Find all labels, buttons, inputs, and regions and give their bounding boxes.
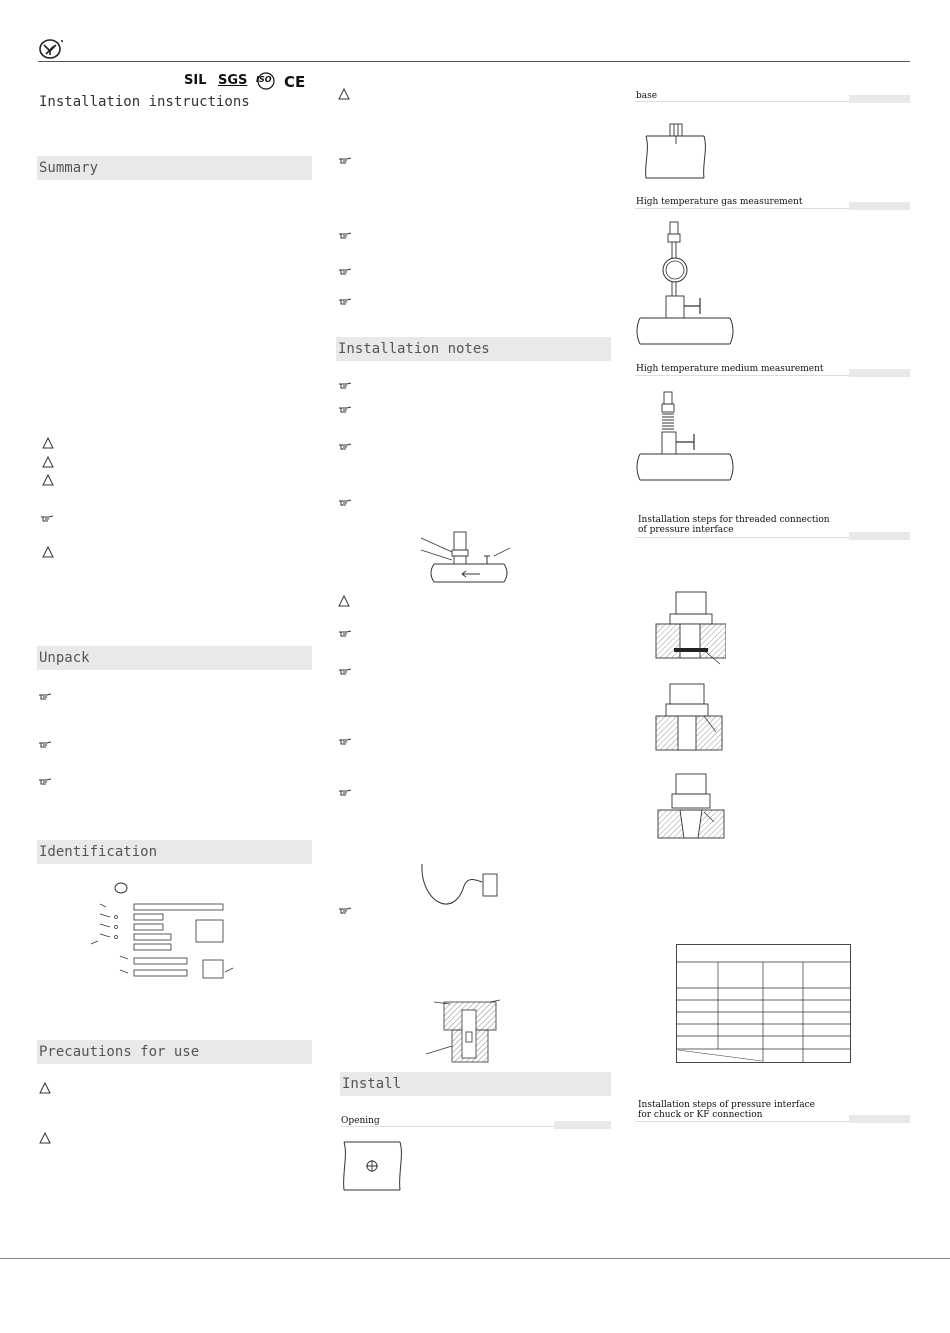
torque-spec-table — [676, 944, 852, 1066]
thread-step-1-diagram — [654, 590, 726, 670]
subhead-base-bar — [849, 95, 910, 103]
subhead-threaded-bar — [849, 532, 910, 540]
section-install: Install — [340, 1072, 611, 1096]
pointing-hand-icon — [338, 230, 352, 240]
warning-triangle-icon — [42, 456, 54, 468]
pointing-hand-icon — [40, 513, 54, 523]
subhead-medium-rule — [635, 375, 850, 376]
pointing-hand-icon — [338, 404, 352, 414]
pointing-hand-icon — [338, 628, 352, 638]
section-identification: Identification — [37, 840, 312, 864]
cable-drip-loop-diagram — [418, 862, 502, 914]
warning-triangle-icon — [42, 546, 54, 558]
pointing-hand-icon — [338, 441, 352, 451]
warning-triangle-icon — [338, 88, 350, 100]
section-unpack: Unpack — [37, 646, 312, 670]
subhead-gas-rule — [635, 208, 850, 209]
subhead-base: base — [636, 91, 658, 101]
subhead-threaded-1: Installation steps for threaded connection — [638, 515, 830, 525]
sgs-mark: SGS — [218, 73, 248, 88]
section-precautions: Precautions for use — [37, 1040, 312, 1064]
subhead-opening: Opening — [341, 1116, 380, 1126]
subhead-chuck-1: Installation steps of pressure interface — [638, 1100, 815, 1110]
subhead-opening-rule — [340, 1126, 555, 1127]
pipe-mounting-diagram — [418, 530, 518, 586]
pointing-hand-icon — [338, 736, 352, 746]
ce-mark: CE — [284, 73, 306, 91]
subhead-threaded-2: of pressure interface — [638, 525, 734, 535]
subhead-threaded-rule — [635, 537, 850, 538]
doc-title: Installation instructions — [39, 94, 250, 110]
pointing-hand-icon — [338, 787, 352, 797]
warning-triangle-icon — [338, 595, 350, 607]
base-welding-diagram — [642, 122, 710, 182]
iso-mark: ISO — [256, 72, 276, 90]
warning-triangle-icon — [39, 1132, 51, 1144]
subhead-chuck-rule — [635, 1121, 850, 1122]
pointing-hand-icon — [338, 666, 352, 676]
warning-triangle-icon — [42, 437, 54, 449]
nameplate-diagram — [88, 880, 238, 982]
thread-step-3-diagram — [654, 772, 726, 842]
pointing-hand-icon — [338, 266, 352, 276]
subhead-high-temp-gas: High temperature gas measurement — [636, 197, 803, 207]
header-logo — [38, 38, 64, 60]
subhead-gas-bar — [849, 202, 910, 210]
gas-siphon-diagram — [634, 220, 738, 346]
cert-marks — [184, 73, 314, 91]
section-summary: Summary — [37, 156, 312, 180]
pointing-hand-icon — [38, 739, 52, 749]
pointing-hand-icon — [38, 691, 52, 701]
subhead-medium-bar — [849, 369, 910, 377]
thread-seal-diagram — [424, 996, 504, 1064]
pipe-opening-diagram — [340, 1140, 408, 1192]
warning-triangle-icon — [39, 1082, 51, 1094]
subhead-high-temp-medium: High temperature medium measurement — [636, 364, 824, 374]
pointing-hand-icon — [338, 905, 352, 915]
yx-logo-icon — [38, 38, 64, 60]
pointing-hand-icon — [38, 776, 52, 786]
medium-cooling-diagram — [634, 390, 738, 482]
warning-triangle-icon — [42, 474, 54, 486]
pointing-hand-icon — [338, 497, 352, 507]
footer-rule — [0, 1258, 950, 1259]
pointing-hand-icon — [338, 155, 352, 165]
pointing-hand-icon — [338, 296, 352, 306]
subhead-opening-bar — [554, 1121, 611, 1129]
subhead-chuck-bar — [849, 1115, 910, 1123]
section-installation-notes: Installation notes — [336, 337, 611, 361]
pointing-hand-icon — [338, 380, 352, 390]
subhead-chuck-2: for chuck or KF connection — [638, 1110, 763, 1120]
subhead-base-rule — [635, 101, 850, 102]
header-rule — [38, 61, 910, 62]
thread-step-2-diagram — [654, 682, 726, 754]
sil-mark: SIL — [184, 73, 207, 88]
